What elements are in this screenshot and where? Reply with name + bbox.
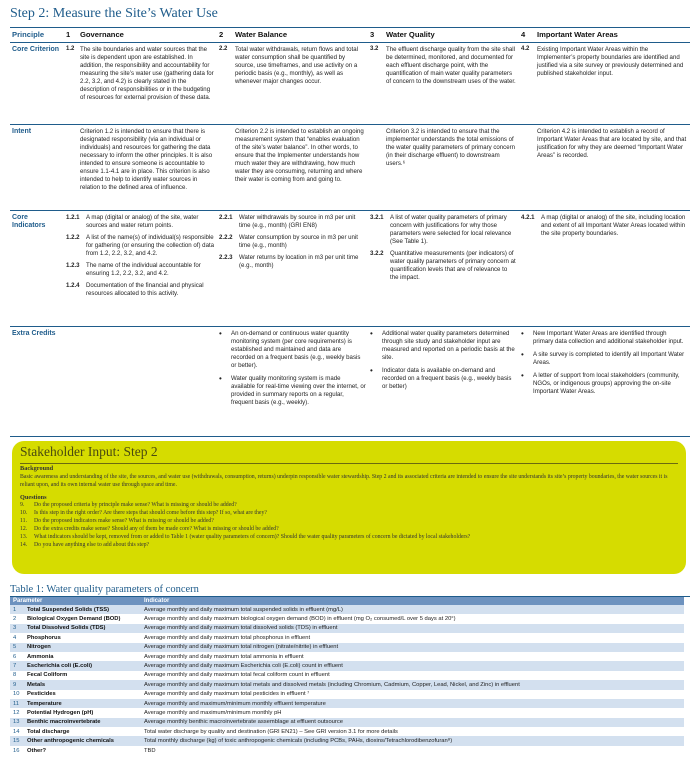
criteria-table: [10, 28, 690, 437]
extra-credit-item: • New Important Water Areas are identified through primary data collection and additional stakeholder input.: [521, 329, 684, 346]
table-row: [10, 633, 684, 642]
principle-header: Principle: [10, 28, 64, 43]
table-row: [10, 652, 684, 661]
parameter-number: 3: [10, 624, 24, 633]
parameter-name: Escherichia coli (E.coli): [24, 661, 141, 670]
parameter-indicator: Average monthly and daily maximum biological oxygen demand (BOD) in effluent (mg O₂ consumed/L over 5 days at 20°): [141, 614, 684, 623]
table-row: [10, 605, 684, 614]
table-row: [10, 718, 684, 727]
parameter-name: Other anthropogenic chemicals: [24, 736, 141, 745]
table-row: [10, 708, 684, 717]
col-1-number: 1: [64, 28, 78, 43]
criterion-text: Existing Important Water Areas within the Implementer’s property boundaries are identified and justified via a site survey or previously determined and published stakeholder input.: [535, 43, 690, 125]
step-title: Step 2: Measure the Site’s Water Use: [10, 6, 218, 21]
indicator-header: Indicator: [141, 597, 684, 605]
parameters-table-body: [10, 605, 684, 755]
parameter-indicator: Average monthly and daily maximum total phosphorus in effluent: [141, 633, 684, 642]
col-water-balance-header: Water Balance: [233, 28, 368, 43]
intent-row: [10, 125, 690, 211]
indicator-item: 1.2.1 A map (digital or analog) of the site, water sources and water return points.: [66, 214, 199, 230]
question-item: 10. Is this step in the right order? Are there steps that should come before this step? If so, what are they?: [20, 510, 267, 517]
background-text: Basic awareness and understanding of the site, the sources, and water use (withdrawals, consumption, returns) underpin responsible water stewardship. Step 2 and its associated criteria are intended to ensure the site understands its site’s property boundaries, the water sources it is reliant upon, and its own internal water use through space and time.: [20, 473, 668, 488]
parameter-indicator: Average monthly and daily maximum total fecal coliform count in effluent: [141, 671, 684, 680]
row-label-intent: Intent: [10, 125, 64, 211]
table-row: [10, 690, 684, 699]
parameter-name: Total Dissolved Solids (TDS): [24, 624, 141, 633]
parameter-name: Temperature: [24, 699, 141, 708]
stakeholder-title: Stakeholder Input: Step 2: [20, 444, 158, 459]
table-row: [10, 680, 684, 689]
parameter-number: 8: [10, 671, 24, 680]
parameter-name: Metals: [24, 680, 141, 689]
parameter-number: 15: [10, 736, 24, 745]
table-row: [10, 736, 684, 745]
parameter-number: 4: [10, 633, 24, 642]
parameter-indicator: Average monthly and maximum/minimum monthly effluent temperature: [141, 699, 684, 708]
col-water-quality-header: Water Quality: [384, 28, 519, 43]
criterion-text: The effluent discharge quality from the site shall be determined, monitored, and documented for each effluent discharge point, with the quantification of main water quality parameters of concern to the downstream uses of the water.: [384, 43, 519, 125]
parameter-number: 14: [10, 727, 24, 736]
parameter-number: 6: [10, 652, 24, 661]
extra-credit-item: • Water quality monitoring system is made available for real-time viewing over the internet, or provided in summary reports on a regular, frequent basis (e.g., weekly).: [219, 374, 366, 407]
parameter-indicator: Average monthly and daily maximum total ammonia in effluent: [141, 652, 684, 661]
intent-text: Criterion 3.2 is intended to ensure that the implementer understands the total emissions of the water quality parameters of primary concern (in their discharge effluent) to downstream users.⁶: [384, 125, 519, 211]
parameter-name: Potential Hydrogen (pH): [24, 708, 141, 717]
parameter-indicator: Total monthly discharge (kg) of toxic anthropogenic chemicals (including PCBs, PAHs, dioxins/Tetrachlorodibenzofuran⁸): [141, 736, 684, 745]
criterion-number: 3.2: [368, 43, 384, 125]
row-label-core-criterion: Core Criterion: [10, 43, 64, 125]
question-item: 11. Do the proposed indicators make sense? What is missing or should be added?: [20, 518, 214, 525]
col-2-number: 2: [217, 28, 233, 43]
parameter-name: Total discharge: [24, 727, 141, 736]
indicator-item: 3.2.2 Quantitative measurements (per indicators) of water quality parameters of primary concern at quantification levels that are of relevance to the impact.: [370, 250, 516, 282]
parameter-number: 16: [10, 746, 24, 755]
extra-credit-item: • Indicator data is available on-demand and recorded on a frequent basis (e.g., weekly basis or better): [370, 366, 512, 391]
background-heading: Background: [20, 465, 54, 472]
parameter-name: Pesticides: [24, 690, 141, 699]
extra-credit-item: • An on-demand or continuous water quantity monitoring system (per core requirements) is established and maintained and data are recorded on a frequent basis (e.g., weekly basis or better).: [219, 329, 361, 370]
parameter-number: 5: [10, 643, 24, 652]
parameter-name: Benthic macroinvertebrate: [24, 718, 141, 727]
parameter-number: 11: [10, 699, 24, 708]
parameter-indicator: Total water discharge by quality and destination (GRI EN21) – See GRI version 3.1 for more details: [141, 727, 684, 736]
parameter-name: Ammonia: [24, 652, 141, 661]
parameter-number: 2: [10, 614, 24, 623]
parameter-header: Parameter: [10, 597, 141, 605]
intent-text: Criterion 2.2 is intended to establish an ongoing measurement system that “enables evaluation of the site’s water balance”. In other words, to ensure that the Implementer understands how much water they are withdrawing, how much water they are consuming, returning and where their water is coming from and going to.: [233, 125, 368, 211]
parameter-number: 1: [10, 605, 24, 614]
core-indicators-row: [10, 211, 690, 327]
parameter-name: Other?: [24, 746, 141, 755]
table1-title: Table 1: Water quality parameters of concern: [10, 584, 199, 595]
parameter-number: 12: [10, 708, 24, 717]
parameter-indicator: Average monthly and daily maximum total pesticides in effluent ⁷: [141, 690, 684, 699]
parameter-number: 9: [10, 680, 24, 689]
table-row: [10, 624, 684, 633]
table-row: [10, 699, 684, 708]
water-quality-parameters-table: [10, 597, 684, 755]
criterion-number: 1.2: [64, 43, 78, 125]
table-row: [10, 727, 684, 736]
intent-text: Criterion 1.2 is intended to ensure that there is designated responsibility (via an individual or individuals) and resources for gathering the data necessary to inform the other principles. It is also intended to ensure someone is accountable to ensure 1.1-4.1 are in place. This criterion is also intended to help to identify water sources in relation to the defined area of influence.: [78, 125, 217, 211]
col-4-number: 4: [519, 28, 535, 43]
parameter-name: Phosphorus: [24, 633, 141, 642]
table-row: [10, 614, 684, 623]
questions-heading: Questions: [20, 493, 47, 501]
table-row: [10, 661, 684, 670]
parameter-name: Nitrogen: [24, 643, 141, 652]
intent-text: Criterion 4.2 is intended to establish a record of Important Water Areas that are located by site, and that justification for why they are deemed “Important Water Areas” is recorded.: [535, 125, 690, 211]
col-governance-header: Governance: [78, 28, 217, 43]
criterion-number: 4.2: [519, 43, 535, 125]
table-row: [10, 671, 684, 680]
stakeholder-title-rule: [20, 463, 678, 464]
parameter-indicator: Average monthly and daily maximum total dissolved solids (TDS) in effluent: [141, 624, 684, 633]
col-important-water-areas-header: Important Water Areas: [535, 28, 690, 43]
parameter-indicator: Average monthly and daily maximum total metals and dissolved metals (including Chromium, Cadmium, Copper, Lead, Nickel, and Zinc) in effluent: [141, 680, 684, 689]
col-3-number: 3: [368, 28, 384, 43]
parameter-number: 7: [10, 661, 24, 670]
extra-credit-item: • Additional water quality parameters determined through site study and stakeholder input are measured and reported on a periodic basis at the site.: [370, 329, 515, 362]
extra-credit-item: • A site survey is completed to identify all Important Water Areas.: [521, 350, 685, 367]
indicator-item: 3.2.1 A list of water quality parameters of primary concern with justifications for why those parameters were selected for local relevance (See Table 1).: [370, 214, 512, 246]
parameter-indicator: Average monthly and daily maximum total nitrogen (nitrate/nitrite) in effluent: [141, 643, 684, 652]
row-label-core-indicators: Core Indicators: [10, 211, 64, 327]
row-label-extra-credits: Extra Credits: [10, 327, 64, 437]
parameter-indicator: Average monthly benthic macroinvertebrate assemblage at effluent outsource: [141, 718, 684, 727]
indicator-item: 2.2.2 Water consumption by source in m3 per unit time (e.g., month): [219, 234, 358, 250]
question-item: 14. Do you have anything else to add about this step?: [20, 542, 150, 549]
table-row: [10, 746, 684, 755]
stakeholder-body: [20, 465, 678, 550]
parameter-name: Total Suspended Solids (TSS): [24, 605, 141, 614]
indicator-item: 2.2.1 Water withdrawals by source in m3 per unit time (e.g., month) (GRI EN8): [219, 214, 356, 230]
question-item: 9. Do the proposed criteria by principle make sense? What is missing or should be added?: [20, 502, 237, 509]
question-item: 13. What indicators should be kept, removed from or added to Table 1 (water quality parameters of concern)? Should the water quality parameters of concern be dictated by local stakeholders?: [20, 534, 471, 541]
criterion-text: Total water withdrawals, return flows and total water consumption shall be quantified by source, use timeframes, and use activity on a periodic basis (e.g., monthly), as well as whenever major changes occur.: [233, 43, 368, 125]
criterion-text: The site boundaries and water sources that the site is dependent upon are established. In addition, the responsibility and accountability for measuring the site’s water use (gathering data for 2.2, 3.2, and 4.2) is clearly stated in the description of responsibilities or in the budgeting of resources for external provision of these data.: [78, 43, 217, 125]
indicator-item: 2.2.3 Water returns by location in m3 per unit time (e.g., month): [219, 254, 359, 270]
indicator-item: 1.2.2 A list of the name(s) of individual(s) responsible for gathering (or ensuring the collection of) data from 1.2, 2.2, 3.2, and 4.2.: [66, 234, 215, 258]
indicator-item: 1.2.4 Documentation of the financial and physical resources allocated to this activity.: [66, 282, 204, 298]
core-criterion-row: [10, 43, 690, 125]
parameter-name: Biological Oxygen Demand (BOD): [24, 614, 141, 623]
indicator-item: 4.2.1 A map (digital or analog) of the site, including location and extent of all Important Water Areas located within the site property boundaries.: [521, 214, 686, 238]
extra-credit-item: • A letter of support from local stakeholders (community, NGOs, or indigenous groups) approving the on-site Important Water Areas.: [521, 371, 680, 396]
question-item: 12. Do the extra credits make sense? Should any of them be made core? What is missing or should be added?: [20, 526, 279, 533]
extra-credits-row: [10, 327, 690, 437]
parameter-indicator: Average monthly and maximum/minimum monthly pH: [141, 708, 684, 717]
criterion-number: 2.2: [217, 43, 233, 125]
table-row: [10, 643, 684, 652]
indicator-item: 1.2.3 The name of the individual accountable for ensuring 1.2, 2.2, 3.2, and 4.2.: [66, 262, 201, 278]
stakeholder-input-box: [12, 441, 686, 574]
parameter-number: 10: [10, 690, 24, 699]
parameter-indicator: TBD: [141, 746, 684, 755]
parameter-indicator: Average monthly and daily maximum total suspended solids in effluent (mg/L): [141, 605, 684, 614]
parameter-name: Fecal Coliform: [24, 671, 141, 680]
parameter-number: 13: [10, 718, 24, 727]
parameter-indicator: Average monthly and daily maximum Escherichia coli (E.coli) count in effluent: [141, 661, 684, 670]
